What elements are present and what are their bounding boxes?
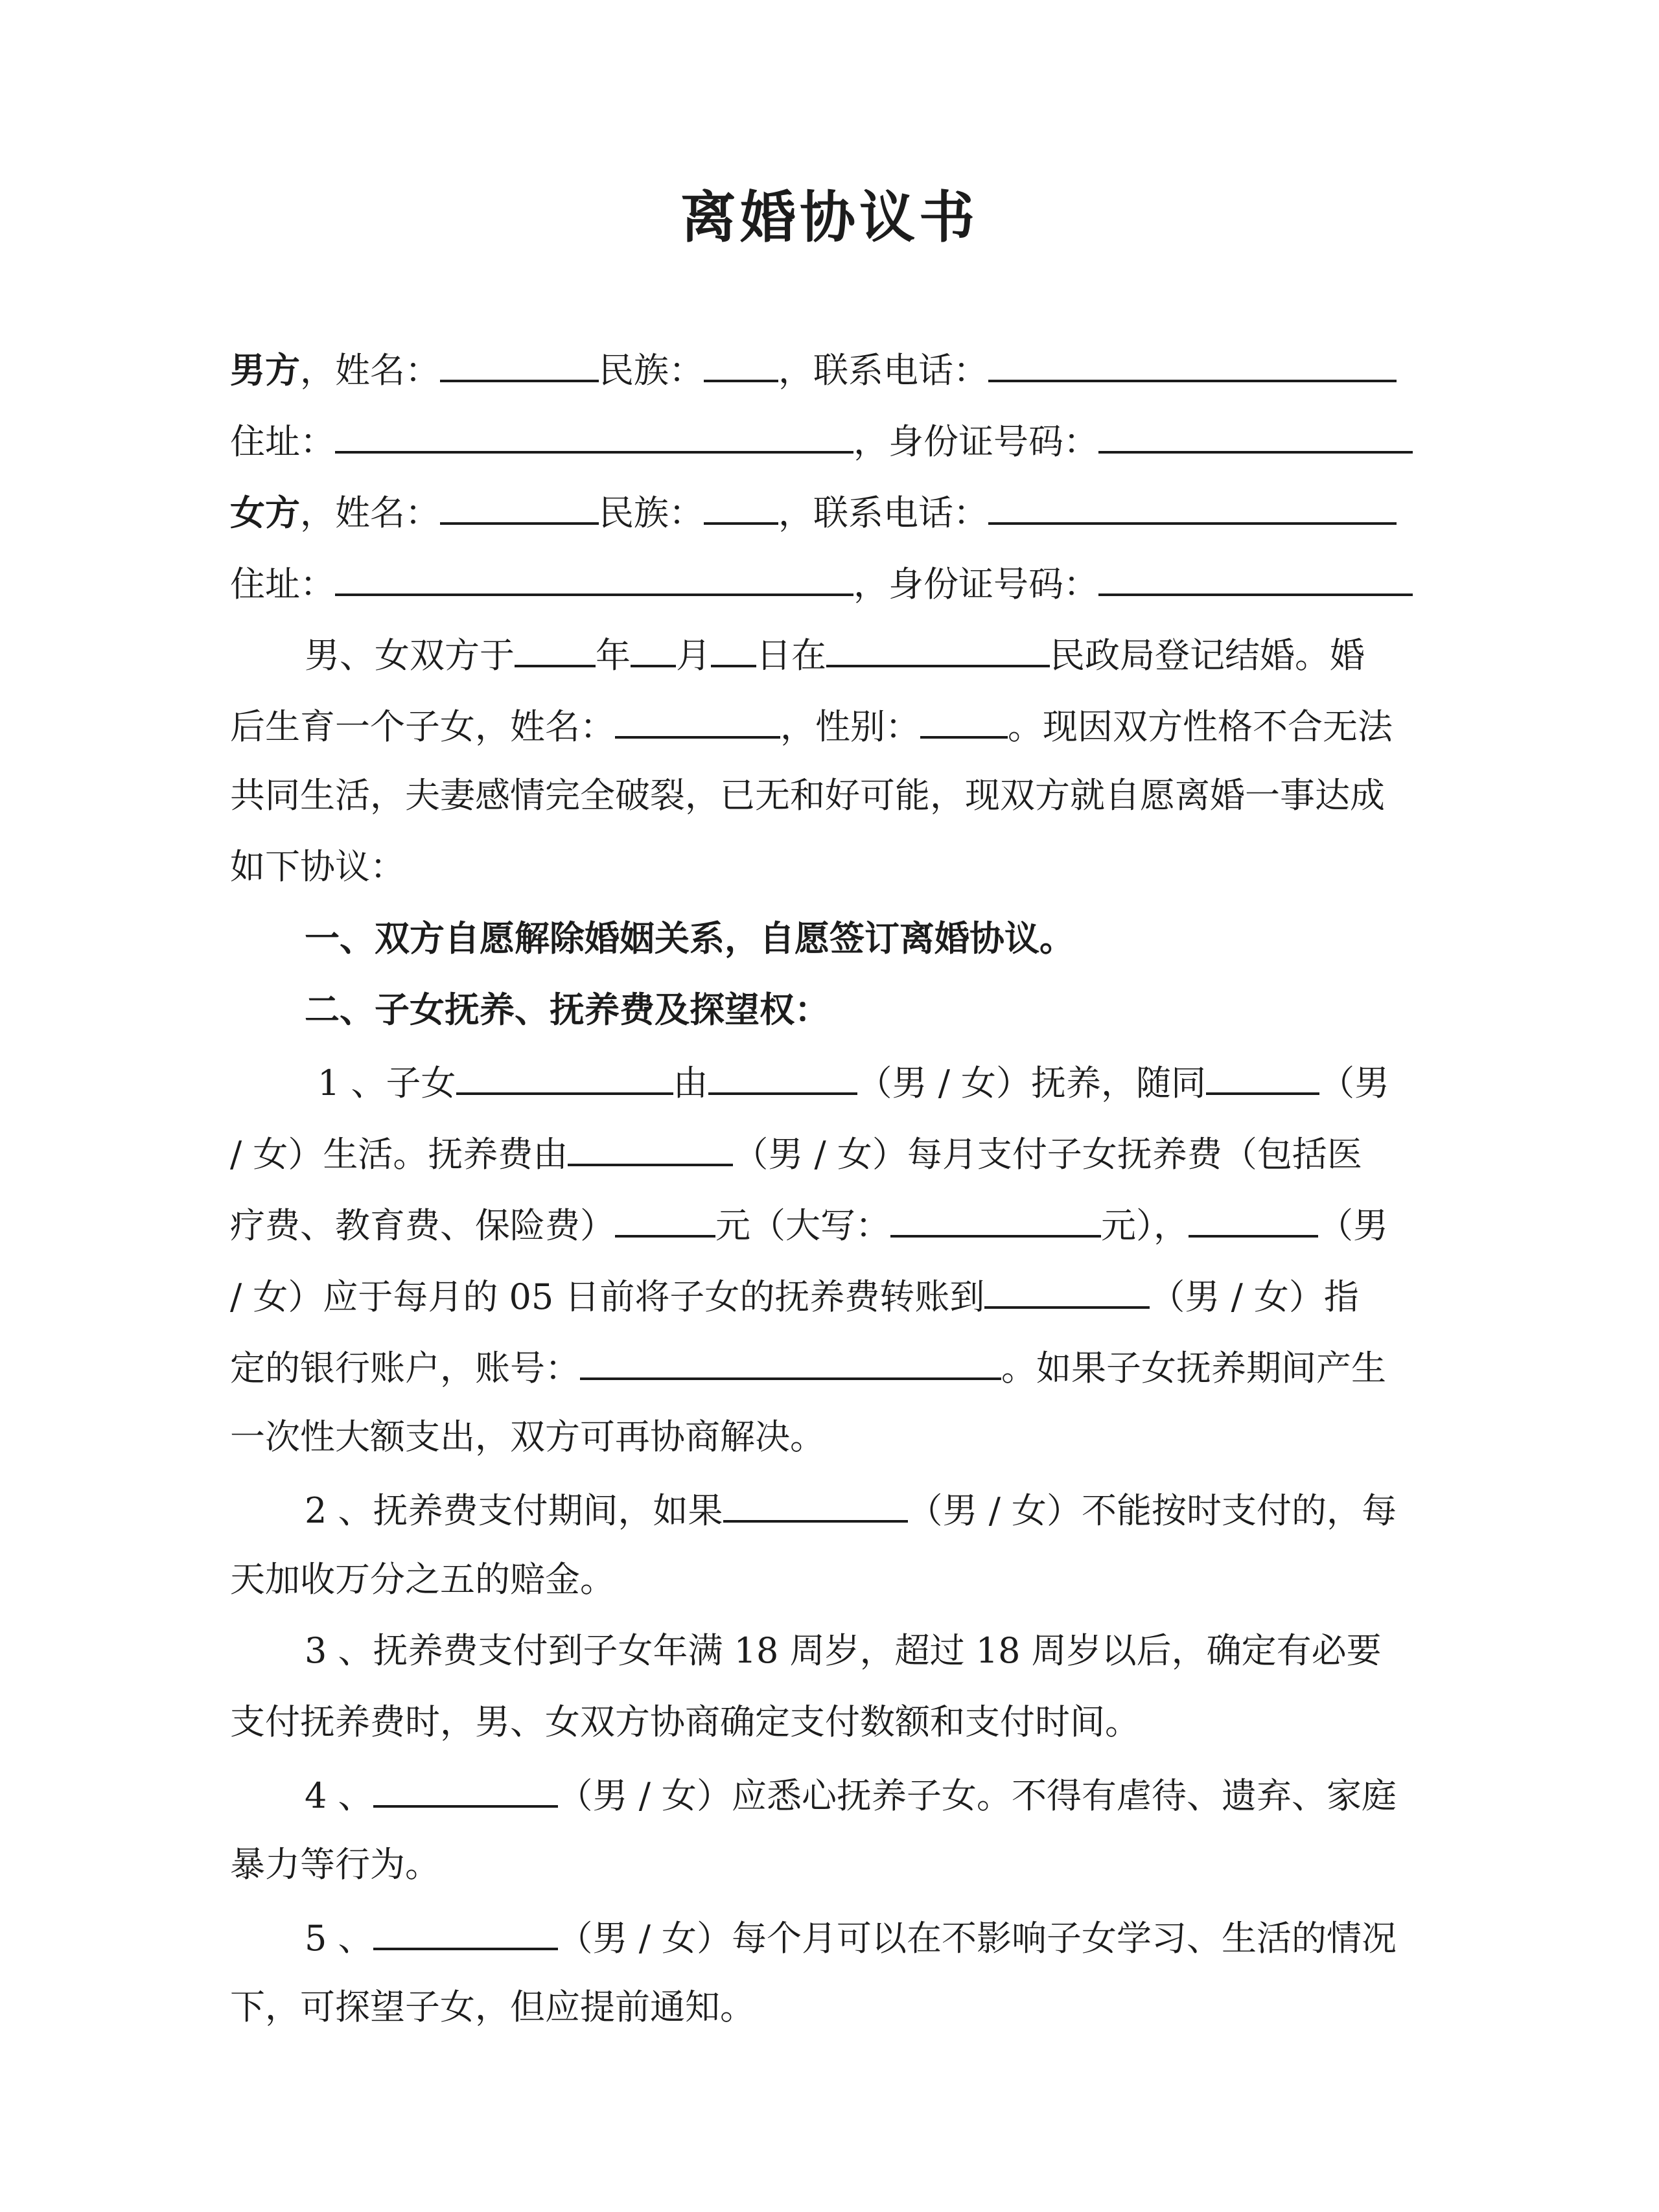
gender-label: ，性别：: [780, 706, 920, 747]
late-payer-field[interactable]: [723, 1482, 908, 1523]
intro-text: 。现因双方性格不合无法: [1008, 706, 1393, 747]
female-address-line: [230, 556, 1448, 608]
item-text: 疗费、教育费、保险费）: [230, 1205, 615, 1246]
amount-in-words-field[interactable]: [890, 1197, 1101, 1238]
bank-account-field[interactable]: [580, 1340, 1001, 1380]
item-text: 元），: [1101, 1205, 1189, 1246]
item-text: （男 / 女）指: [1150, 1276, 1359, 1317]
male-address-label: 住址：: [230, 421, 335, 462]
male-address-field[interactable]: [335, 413, 853, 454]
marriage-day-field[interactable]: [711, 627, 756, 667]
item-text: 定的银行账户，账号：: [230, 1348, 580, 1388]
child-name-field[interactable]: [615, 698, 780, 739]
female-name-field[interactable]: [440, 485, 599, 525]
caretaker-field[interactable]: [373, 1768, 558, 1808]
item-text: / 女）应于每月的 05 日前将子女的抚养费转账到: [230, 1276, 985, 1317]
intro-text: 男、女双方于: [305, 635, 515, 676]
item-1-line-3: [230, 1197, 1448, 1249]
marriage-month-field[interactable]: [631, 627, 676, 667]
male-name-field[interactable]: [440, 342, 599, 382]
item-text: （男: [1319, 1063, 1390, 1103]
item-3-line-1: 3 、抚养费支付到子女年满 18 周岁，超过 18 周岁以后，确定有必要: [305, 1630, 1382, 1671]
female-party-line: [230, 485, 1448, 536]
item-text: （男 / 女）每个月可以在不影响子女学习、生活的情况: [557, 1918, 1397, 1959]
item-1-line-2: [230, 1126, 1448, 1178]
female-role-label: 女方: [230, 492, 300, 533]
item-text: 2 、抚养费支付期间，如果: [305, 1490, 723, 1531]
item-text: 5 、: [305, 1918, 373, 1959]
intro-line-3: 共同生活，夫妻感情完全破裂，已无和好可能，现双方就自愿离婚一事达成: [230, 775, 1385, 816]
male-ethnicity-label: 民族：: [599, 350, 704, 391]
item-text: （男 / 女）不能按时支付的，每: [907, 1490, 1397, 1531]
intro-line-1: [305, 627, 1448, 679]
female-address-label: 住址：: [230, 564, 335, 605]
visitor-field[interactable]: [373, 1910, 558, 1950]
civil-affairs-bureau-field[interactable]: [826, 627, 1050, 667]
year-label: 年: [596, 635, 631, 676]
item-text: / 女）生活。抚养费由: [230, 1134, 568, 1175]
day-label: 日在: [756, 635, 826, 676]
male-ethnicity-field[interactable]: [704, 342, 778, 382]
live-with-field[interactable]: [1206, 1055, 1319, 1095]
male-address-line: [230, 413, 1448, 465]
recipient-field[interactable]: [984, 1269, 1150, 1309]
amount-field[interactable]: [615, 1197, 715, 1238]
item-text: （男: [1318, 1205, 1388, 1246]
transfer-party-field[interactable]: [1189, 1197, 1318, 1238]
female-name-label: ，姓名：: [300, 492, 440, 533]
custodian-field[interactable]: [708, 1055, 857, 1095]
month-label: 月: [676, 635, 711, 676]
item-1-line-4: [230, 1269, 1448, 1320]
item-text: 4 、: [305, 1775, 373, 1816]
item-text: （男 / 女）每月支付子女抚养费（包括医: [733, 1134, 1362, 1175]
item-text: （男 / 女）抚养，随同: [857, 1063, 1207, 1103]
female-ethnicity-field[interactable]: [704, 485, 778, 525]
female-address-field[interactable]: [335, 556, 853, 596]
male-role-label: 男方: [230, 349, 300, 391]
item-text: 。如果子女抚养期间产生: [1001, 1348, 1386, 1388]
section-2-heading: 二、子女抚养、抚养费及探望权：: [305, 989, 830, 1030]
male-id-label: ，身份证号码：: [853, 421, 1098, 462]
item-1-line-1: [318, 1055, 1448, 1107]
female-ethnicity-label: 民族：: [599, 492, 704, 533]
child-field[interactable]: [456, 1055, 673, 1095]
marriage-year-field[interactable]: [515, 627, 596, 667]
female-phone-field[interactable]: [988, 485, 1397, 525]
item-text: 元（大写：: [715, 1205, 890, 1246]
item-2-line-2: 天加收万分之五的赔金。: [230, 1559, 615, 1600]
female-id-field[interactable]: [1098, 556, 1413, 596]
item-1-line-5: [230, 1340, 1448, 1392]
male-id-field[interactable]: [1098, 413, 1413, 454]
male-name-label: ，姓名：: [300, 350, 440, 391]
intro-text: 民政局登记结婚。婚: [1050, 635, 1365, 676]
intro-text: 后生育一个子女，姓名：: [230, 706, 615, 747]
male-party-line: [230, 342, 1448, 394]
child-gender-field[interactable]: [920, 698, 1008, 739]
item-2-line-1: [305, 1482, 1448, 1534]
item-1-line-6: 一次性大额支出，双方可再协商解决。: [230, 1416, 825, 1457]
item-4-line-2: 暴力等行为。: [230, 1844, 440, 1885]
male-phone-label: ，联系电话：: [778, 350, 988, 391]
item-text: 1 、子女: [318, 1063, 456, 1103]
item-4-line-1: [305, 1768, 1448, 1819]
item-text: 由: [673, 1063, 708, 1103]
item-text: （男 / 女）应悉心抚养子女。不得有虐待、遗弃、家庭: [557, 1775, 1397, 1816]
item-5-line-1: [305, 1910, 1448, 1962]
intro-line-2: [230, 698, 1448, 750]
intro-line-4: 如下协议：: [230, 846, 405, 887]
section-1-heading: 一、双方自愿解除婚姻关系，自愿签订离婚协议。: [305, 917, 1074, 959]
document-title: 离婚协议书: [680, 185, 979, 250]
payer-field[interactable]: [568, 1126, 733, 1166]
male-phone-field[interactable]: [988, 342, 1397, 382]
item-3-line-2: 支付抚养费时，男、女双方协商确定支付数额和支付时间。: [230, 1701, 1140, 1742]
female-phone-label: ，联系电话：: [778, 492, 988, 533]
item-5-line-2: 下，可探望子女，但应提前通知。: [230, 1987, 755, 2027]
female-id-label: ，身份证号码：: [853, 564, 1098, 605]
